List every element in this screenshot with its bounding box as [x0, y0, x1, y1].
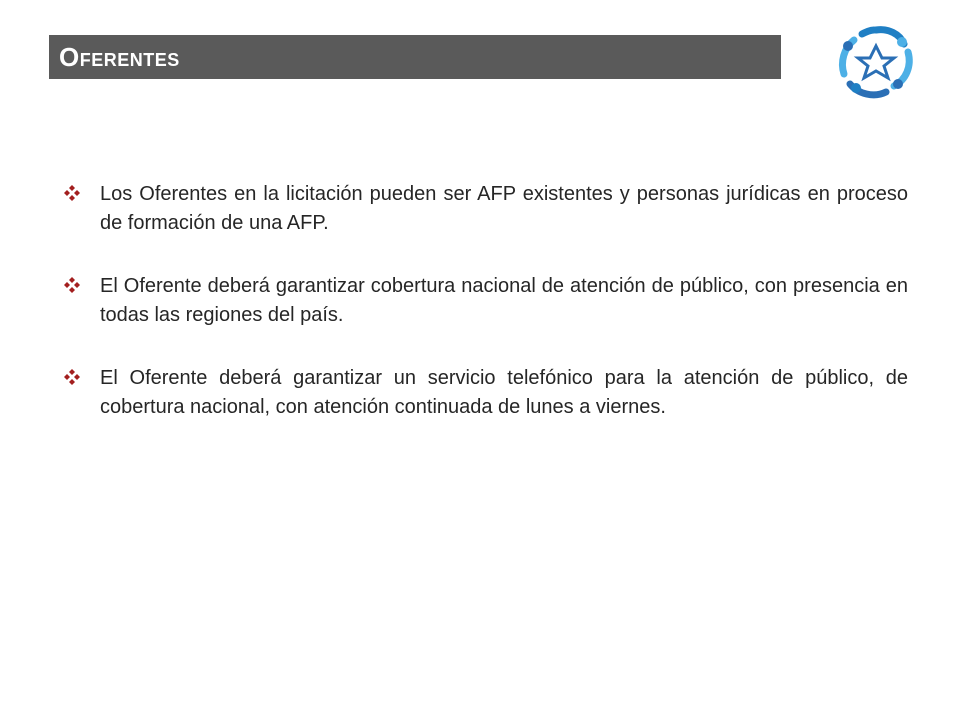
- bullet-item: [64, 272, 908, 330]
- bullet-text: Los Oferentes en la licitación pueden ser AFP existentes y personas jurídicas en proceso de formación de una AFP.: [100, 183, 908, 234]
- bullet-text: El Oferente deberá garantizar un servicio telefónico para la atención de público, de cobertura nacional, con atención continuada de lunes a viernes.: [100, 367, 908, 418]
- bullet-list: [64, 180, 908, 456]
- bullet-text: El Oferente deberá garantizar cobertura nacional de atención de público, con presencia en todas las regiones del país.: [100, 275, 908, 326]
- bullet-item: [64, 180, 908, 238]
- hands-star-logo-icon: [836, 24, 916, 100]
- diamond-four-icon: [64, 272, 100, 298]
- slide-title-bar: [49, 35, 781, 79]
- diamond-four-icon: [64, 364, 100, 390]
- bullet-item: [64, 364, 908, 422]
- diamond-four-icon: [64, 180, 100, 206]
- slide-title: Oferentes: [59, 41, 180, 72]
